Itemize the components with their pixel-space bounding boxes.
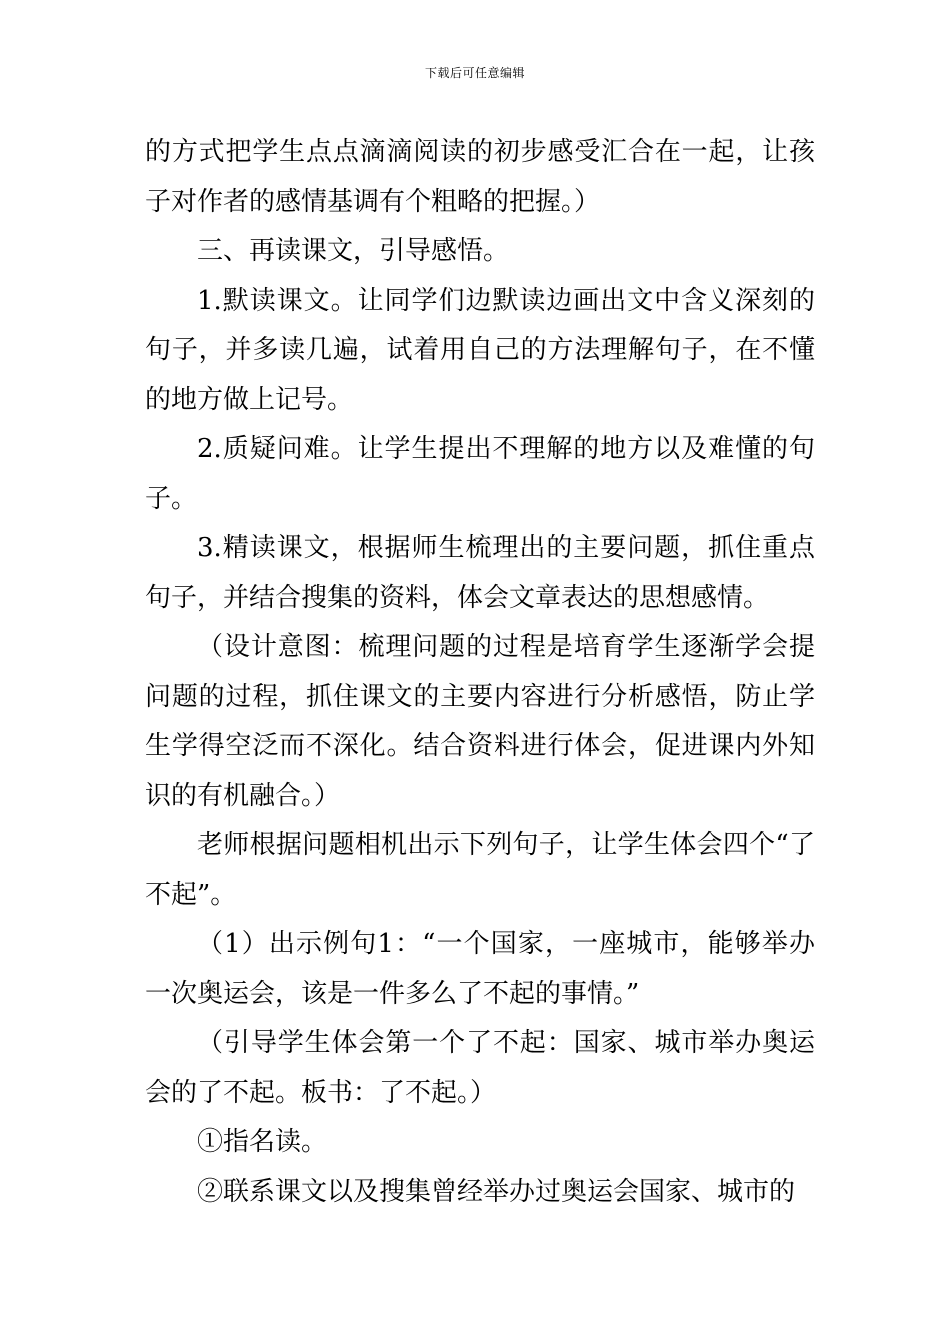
paragraph-8: （1）出示例句1：“一个国家，一座城市，能够举办一次奥运会，该是一件多么了不起的事情。” — [145, 929, 815, 1009]
paragraph-2: 三、再读课文，引导感悟。 — [197, 236, 510, 266]
paragraph-3: 1.默读课文。让同学们边默读边画出文中含义深刻的句子，并多读几遍，试着用自己的方法理解句子，在不懂的地方做上记号。 — [145, 285, 815, 415]
paragraph-6: （设计意图：梳理问题的过程是培育学生逐渐学会提问题的过程，抓住课文的主要内容进行分析感悟，防止学生学得空泛而不深化。结合资料进行体会，促进课内外知识的有机融合。） — [145, 632, 815, 811]
paragraph-4: 2.质疑问难。让学生提出不理解的地方以及难懂的句子。 — [145, 434, 815, 514]
paragraph-5: 3.精读课文，根据师生梳理出的主要问题，抓住重点句子，并结合搜集的资料，体会文章表达的思想感情。 — [145, 533, 815, 613]
paragraph-10: ①指名读。 — [197, 1127, 328, 1157]
document-body — [145, 128, 815, 1217]
paragraph-7: 老师根据问题相机出示下列句子，让学生体会四个“了不起”。 — [145, 830, 815, 910]
paragraph-9: （引导学生体会第一个了不起：国家、城市举办奥运会的了不起。板书：了不起。） — [145, 1028, 815, 1108]
paragraph-11: ②联系课文以及搜集曾经举办过奥运会国家、城市的 — [197, 1176, 796, 1207]
page-header-note: 下载后可任意编辑 — [424, 66, 525, 80]
paragraph-1: 的方式把学生点点滴滴阅读的初步感受汇合在一起，让孩子对作者的感情基调有个粗略的把握。） — [145, 137, 815, 217]
